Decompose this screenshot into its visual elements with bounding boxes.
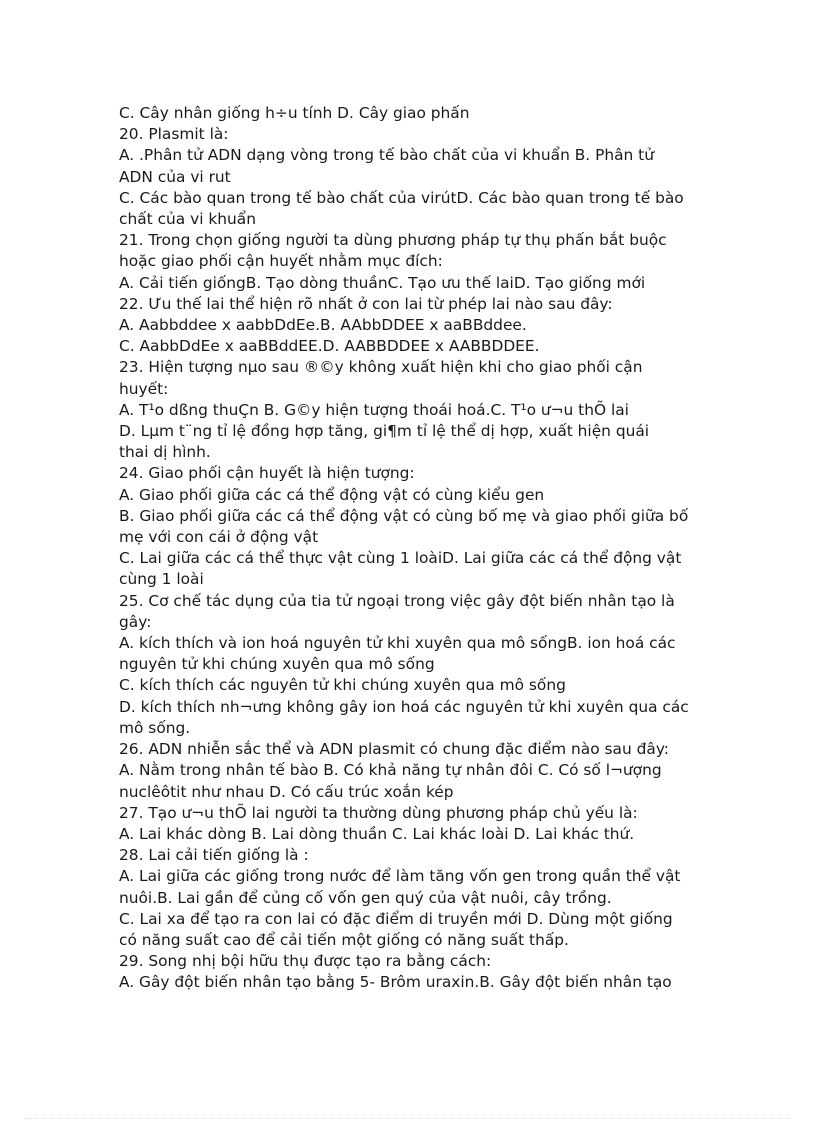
text-line: A. Gây đột biến nhân tạo bằng 5- Brôm uraxin.B. Gây đột biến nhân tạo xyxy=(119,973,672,992)
text-line: nuclêôtit như nhau D. Có cấu trúc xoắn kép xyxy=(119,782,454,801)
text-line: có năng suất cao để cải tiến một giống có năng suất thấp. xyxy=(119,930,569,949)
text-line: nuôi.B. Lai gần để củng cố vốn gen quý của vật nuôi, cây trồng. xyxy=(119,888,612,907)
text-line: gây: xyxy=(119,612,152,631)
text-line: D. Lµm t¨ng tỉ lệ đồng hợp tăng, gi¶m tỉ lệ thể dị hợp, xuất hiện quái xyxy=(119,422,650,441)
text-line: C. Lai xa để tạo ra con lai có đặc điểm di truyền mới D. Dùng một giống xyxy=(119,909,673,928)
text-line: hoặc giao phối cận huyết nhằm mục đích: xyxy=(119,252,443,271)
question-heading: 27. Tạo ư¬u thÕ lai người ta thường dùng phương pháp chủ yếu là: xyxy=(119,803,638,822)
question-heading: 21. Trong chọn giống người ta dùng phương pháp tự thụ phấn bắt buộc xyxy=(119,231,667,250)
question-heading: 24. Giao phối cận huyết là hiện tượng: xyxy=(119,464,415,483)
question-heading: 22. Ưu thế lai thể hiện rõ nhất ở con lai từ phép lai nào sau đây: xyxy=(119,294,613,313)
text-line: C. kích thích các nguyên tử khi chúng xuyên qua mô sống xyxy=(119,676,566,695)
text-line: huyết: xyxy=(119,379,169,398)
text-line: ADN của vi rut xyxy=(119,167,231,186)
text-line: cùng 1 loài xyxy=(119,570,204,589)
question-heading: 20. Plasmit là: xyxy=(119,125,229,144)
page-bottom-divider xyxy=(24,1118,792,1119)
text-line: A. T¹o dßng thuÇn B. G©y hiện tượng thoái hoá.C. T¹o ư¬u thÕ lai xyxy=(119,400,629,419)
text-line: nguyên tử khi chúng xuyên qua mô sống xyxy=(119,655,435,674)
text-line: mẹ với con cái ở động vật xyxy=(119,528,319,547)
document-body xyxy=(119,103,709,994)
text-line: A. Giao phối giữa các cá thể động vật có cùng kiểu gen xyxy=(119,485,545,504)
text-line: A. Lai khác dòng B. Lai dòng thuần C. Lai khác loài D. Lai khác thứ. xyxy=(119,824,635,843)
text-line: A. Aabbddee x aabbDdEe.B. AAbbDDEE x aaBBddee. xyxy=(119,316,527,335)
text-line: A. kích thích và ion hoá nguyên tử khi xuyên qua mô sốngB. ion hoá các xyxy=(119,634,676,653)
text-line: A. Lai giữa các giống trong nước để làm tăng vốn gen trong quần thể vật xyxy=(119,867,681,886)
text-line: B. Giao phối giữa các cá thể động vật có cùng bố mẹ và giao phối giữa bố xyxy=(119,506,689,525)
question-heading: 26. ADN nhiễn sắc thể và ADN plasmit có chung đặc điểm nào sau đây: xyxy=(119,740,669,759)
question-heading: 23. Hiện tượng nµo sau ®©y không xuất hiện khi cho giao phối cận xyxy=(119,358,643,377)
text-line: D. kích thích nh¬ưng không gây ion hoá các nguyên tử khi xuyên qua các xyxy=(119,697,689,716)
text-line: C. Cây nhân giống h÷u tính D. Cây giao phấn xyxy=(119,104,470,122)
text-line: A. Nằm trong nhân tế bào B. Có khả năng tự nhân đôi C. Có số l¬ượng xyxy=(119,761,662,780)
text-line: A. Cải tiến giốngB. Tạo dòng thuầnC. Tạo ưu thế laiD. Tạo giống mới xyxy=(119,273,646,292)
text-line: thai dị hình. xyxy=(119,443,211,462)
text-line: mô sống. xyxy=(119,718,191,737)
question-heading: 28. Lai cải tiến giống là : xyxy=(119,846,309,865)
text-line: C. AabbDdEe x aaBBddEE.D. AABBDDEE x AABBDDEE. xyxy=(119,337,540,356)
question-heading: 25. Cơ chế tác dụng của tia tử ngoại trong việc gây đột biến nhân tạo là xyxy=(119,591,675,610)
text-line: A. .Phân tử ADN dạng vòng trong tế bào chất của vi khuẩn B. Phân tử xyxy=(119,146,654,165)
question-heading: 29. Song nhị bội hữu thụ được tạo ra bằng cách: xyxy=(119,952,492,971)
text-line: C. Lai giữa các cá thể thực vật cùng 1 loàiD. Lai giữa các cá thể động vật xyxy=(119,549,682,568)
text-line: C. Các bào quan trong tế bào chất của virútD. Các bào quan trong tế bào xyxy=(119,188,684,207)
text-line: chất của vi khuẩn xyxy=(119,210,256,229)
